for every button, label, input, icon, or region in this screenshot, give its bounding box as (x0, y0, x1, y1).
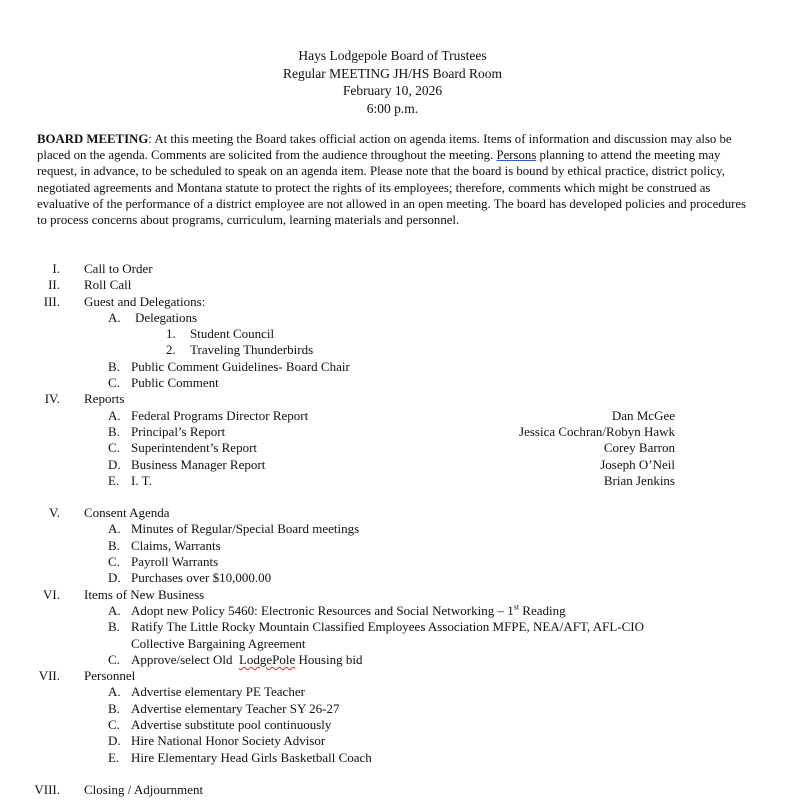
presenter-name: Jessica Cochran/Robyn Hawk (519, 423, 675, 439)
sub-sub-number: 2. (166, 342, 176, 358)
sub-letter: A. (108, 309, 121, 325)
sub-letter: C. (108, 440, 120, 456)
sub-letter: C. (108, 554, 120, 570)
sub-item-continuation (0, 636, 785, 652)
sub-item (0, 310, 785, 326)
sub-title: Advertise substitute pool continuously (131, 717, 332, 733)
report-item (0, 457, 785, 473)
agenda-item-v (0, 505, 785, 521)
sub-sub-item (0, 326, 785, 342)
sub-title (131, 652, 362, 668)
document-header (0, 47, 785, 117)
agenda-item-vii (0, 668, 785, 684)
ordinal-suffix: st (513, 602, 520, 612)
sub-sub-item (0, 342, 785, 358)
meeting-date: February 10, 2026 (342, 83, 443, 98)
sub-letter: B. (108, 700, 120, 716)
presenter-name: Joseph O’Neil (600, 456, 675, 472)
report-item (0, 408, 785, 424)
sub-item (0, 684, 785, 700)
org-title: Hays Lodgepole Board of Trustees (298, 48, 487, 63)
sub-title: Public Comment Guidelines- Board Chair (131, 358, 350, 374)
sub-title-text: Adopt new Policy 5460: Electronic Resources and Social Networking – 1 (131, 602, 514, 618)
item-title: Closing / Adjournment (84, 781, 204, 797)
sub-title: Minutes of Regular/Special Board meetings (131, 521, 360, 537)
item-title: Guest and Delegations: (84, 293, 206, 309)
item-title: Consent Agenda (84, 505, 170, 521)
presenter-name: Corey Barron (603, 440, 675, 456)
sub-title: Purchases over $10,000.00 (131, 570, 272, 586)
item-title: Call to Order (84, 261, 153, 276)
report-item (0, 440, 785, 456)
sub-letter: B. (108, 619, 120, 635)
roman-numeral: VII. (38, 668, 60, 684)
sub-letter: B. (108, 358, 120, 374)
sub-letter: C. (108, 651, 120, 667)
sub-title (131, 603, 566, 619)
intro-underlined-word: Persons (496, 148, 537, 163)
intro-text-1: : At this meeting the Board takes official action on agenda items. Items of information and discussion may also be placed on the agenda. Comments are solicited from the audience throughout the meeting. (37, 132, 732, 163)
sub-title: Ratify The Little Rocky Mountain Classified Employees Association MFPE, NEA/AFT, AFL-CIO (131, 619, 644, 635)
sub-item (0, 554, 785, 570)
sub-item (0, 701, 785, 717)
sub-title: Payroll Warrants (131, 554, 219, 570)
sub-letter: B. (108, 423, 120, 439)
roman-numeral: II. (48, 277, 60, 293)
sub-title-tail: Reading (519, 602, 566, 618)
agenda-item-i (0, 261, 785, 277)
report-item (0, 424, 785, 440)
sub-title: Principal’s Report (131, 423, 226, 439)
sub-title: Hire Elementary Head Girls Basketball Coach (131, 749, 372, 765)
item-title: Personnel (84, 668, 136, 684)
sub-item (0, 570, 785, 586)
sub-letter: A. (108, 521, 121, 537)
meeting-time: 6:00 p.m. (366, 100, 419, 116)
sub-title-pre: Approve/select Old (131, 651, 239, 667)
sub-letter: B. (108, 537, 120, 553)
sub-letter: A. (108, 602, 121, 618)
sub-item (0, 359, 785, 375)
meeting-title: Regular MEETING JH/HS Board Room (283, 65, 502, 81)
roman-numeral: VIII. (34, 781, 60, 797)
sub-item (0, 603, 785, 619)
item-title: Roll Call (84, 277, 132, 293)
sub-letter: E. (108, 749, 120, 765)
intro-paragraph (37, 131, 752, 228)
report-item (0, 473, 785, 489)
sub-item (0, 375, 785, 391)
sub-letter: C. (108, 717, 120, 733)
sub-title: Public Comment (131, 375, 219, 391)
item-title: Items of New Business (84, 586, 205, 602)
sub-title-post: Housing bid (295, 651, 363, 667)
sub-item (0, 521, 785, 537)
roman-numeral: I. (52, 261, 60, 276)
intro-lead: BOARD MEETING (37, 132, 149, 146)
presenter-name: Dan McGee (611, 407, 675, 423)
sub-item (0, 733, 785, 749)
sub-title: Business Manager Report (131, 456, 266, 472)
sub-letter: A. (108, 684, 121, 700)
roman-numeral: V. (49, 505, 60, 521)
agenda-outline (0, 261, 785, 798)
sub-sub-title: Traveling Thunderbirds (190, 342, 314, 358)
sub-title: Hire National Honor Society Advisor (131, 733, 326, 749)
roman-numeral: III. (43, 293, 60, 309)
sub-item (0, 652, 785, 668)
agenda-item-iii (0, 294, 785, 310)
agenda-item-ii (0, 277, 785, 293)
misspelled-word: LodgePole (238, 651, 296, 667)
presenter-name: Brian Jenkins (603, 472, 675, 488)
roman-numeral: IV. (44, 391, 60, 407)
sub-title: Advertise elementary PE Teacher (131, 684, 305, 700)
sub-title: Superintendent’s Report (131, 440, 258, 456)
agenda-item-viii (0, 782, 785, 798)
sub-title: Advertise elementary Teacher SY 26-27 (131, 700, 340, 716)
sub-item (0, 717, 785, 733)
sub-title: Claims, Warrants (131, 537, 221, 553)
sub-title-line2: Collective Bargaining Agreement (131, 635, 306, 651)
sub-item (0, 619, 785, 635)
sub-sub-title: Student Council (190, 326, 275, 342)
sub-title: Delegations (135, 309, 198, 325)
agenda-item-vi (0, 587, 785, 603)
sub-sub-number: 1. (166, 326, 176, 342)
agenda-item-iv (0, 391, 785, 407)
intro-text-2: planning to attend the meeting may request, in advance, to be scheduled to speak on an agenda item. Please note that the board is bound by ethical practice, district policy, negotiated agreements and Montana statute to protect the rights of its employees; therefore, comments which might be construed as evaluative of the performance of a district employee are not allowed in an open meeting. The board has developed policies and procedures to process concerns about programs, curriculum, learning materials and personnel. (37, 148, 747, 228)
sub-title: I. T. (131, 472, 152, 488)
sub-item (0, 538, 785, 554)
roman-numeral: VI. (43, 586, 60, 602)
sub-letter: D. (108, 570, 121, 586)
sub-letter: C. (108, 375, 120, 391)
sub-letter: A. (108, 407, 121, 423)
sub-item (0, 750, 785, 766)
item-title: Reports (84, 391, 125, 407)
sub-title: Federal Programs Director Report (131, 407, 309, 423)
sub-letter: D. (108, 456, 121, 472)
sub-letter: D. (108, 733, 121, 749)
sub-letter: E. (108, 472, 120, 488)
